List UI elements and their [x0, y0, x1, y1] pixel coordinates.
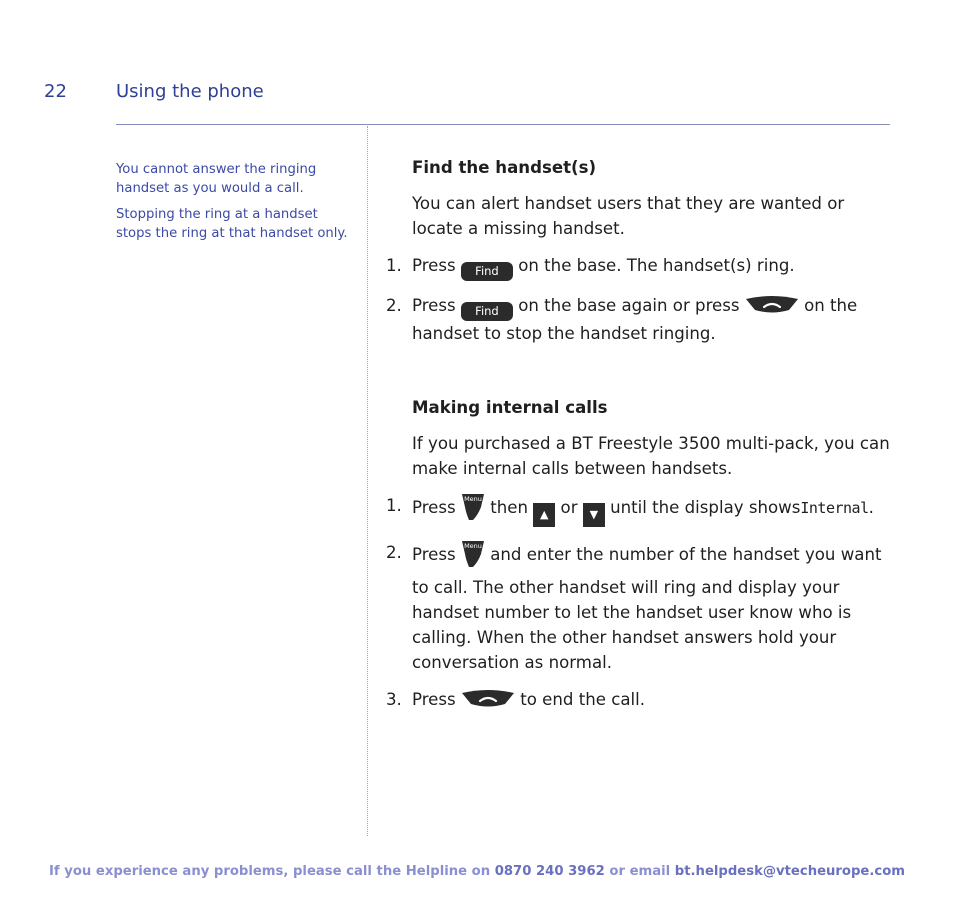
down-arrow-key-icon: ▼	[583, 503, 605, 527]
header-rule	[116, 124, 890, 125]
internal-steps	[386, 493, 896, 715]
list-item: 1. Press Menu then ▲ or ▼ until the display showsInternal.	[386, 493, 896, 528]
menu-key-label: Menu	[464, 495, 482, 503]
helpdesk-email: bt.helpdesk@vtecheurope.com	[674, 864, 905, 879]
step-number: 2.	[386, 543, 402, 562]
step-number: 1.	[386, 256, 402, 275]
find-key-icon: Find	[461, 262, 513, 281]
internal-calls-intro: If you purchased a BT Freestyle 3500 multi-pack, you can make internal calls between handsets.	[412, 434, 890, 478]
step-number: 2.	[386, 296, 402, 315]
list-item: 1. Press Find on the base. The handset(s) ring.	[386, 253, 896, 281]
find-key-icon: Find	[461, 302, 513, 321]
main-content	[386, 155, 896, 727]
menu-key-icon	[461, 493, 485, 528]
find-handset-heading: Find the handset(s)	[412, 158, 597, 177]
end-call-key-icon	[461, 690, 515, 715]
sidenotes	[116, 161, 356, 251]
internal-calls-heading: Making internal calls	[412, 398, 608, 417]
list-item: 2. Press Menu and enter the number of the handset you want to call. The other handset will ring and display your handset number to let the handset user know who is calling. When the other handset answers hold your conversation as normal.	[386, 542, 882, 672]
sidenote: Stopping the ring at a handset stops the ring at that handset only.	[116, 207, 348, 241]
menu-key-label: Menu	[464, 542, 482, 550]
sidenote: You cannot answer the ringing handset as you would a call.	[116, 162, 317, 196]
end-call-key-icon	[745, 296, 799, 321]
up-arrow-key-icon: ▲	[533, 503, 555, 527]
menu-key-icon	[461, 540, 485, 575]
find-handset-intro: You can alert handset users that they are wanted or locate a missing handset.	[412, 194, 845, 238]
step-number: 1.	[386, 496, 402, 515]
display-text: Internal	[800, 499, 869, 517]
helpline-footer: If you experience any problems, please call the Helpline on 0870 240 3962 or email bt.helpdesk@vtecheurope.com	[49, 864, 905, 879]
section-title: Using the phone	[116, 81, 264, 102]
step-number: 3.	[386, 690, 402, 709]
list-item: 2. Press Find on the base again or press on the handset to stop the handset ringing.	[386, 293, 896, 346]
helpline-phone: 0870 240 3962	[494, 864, 605, 879]
page-number: 22	[44, 81, 67, 102]
list-item: 3. Press to end the call.	[386, 687, 896, 715]
find-steps	[386, 253, 896, 346]
column-divider	[367, 126, 368, 836]
